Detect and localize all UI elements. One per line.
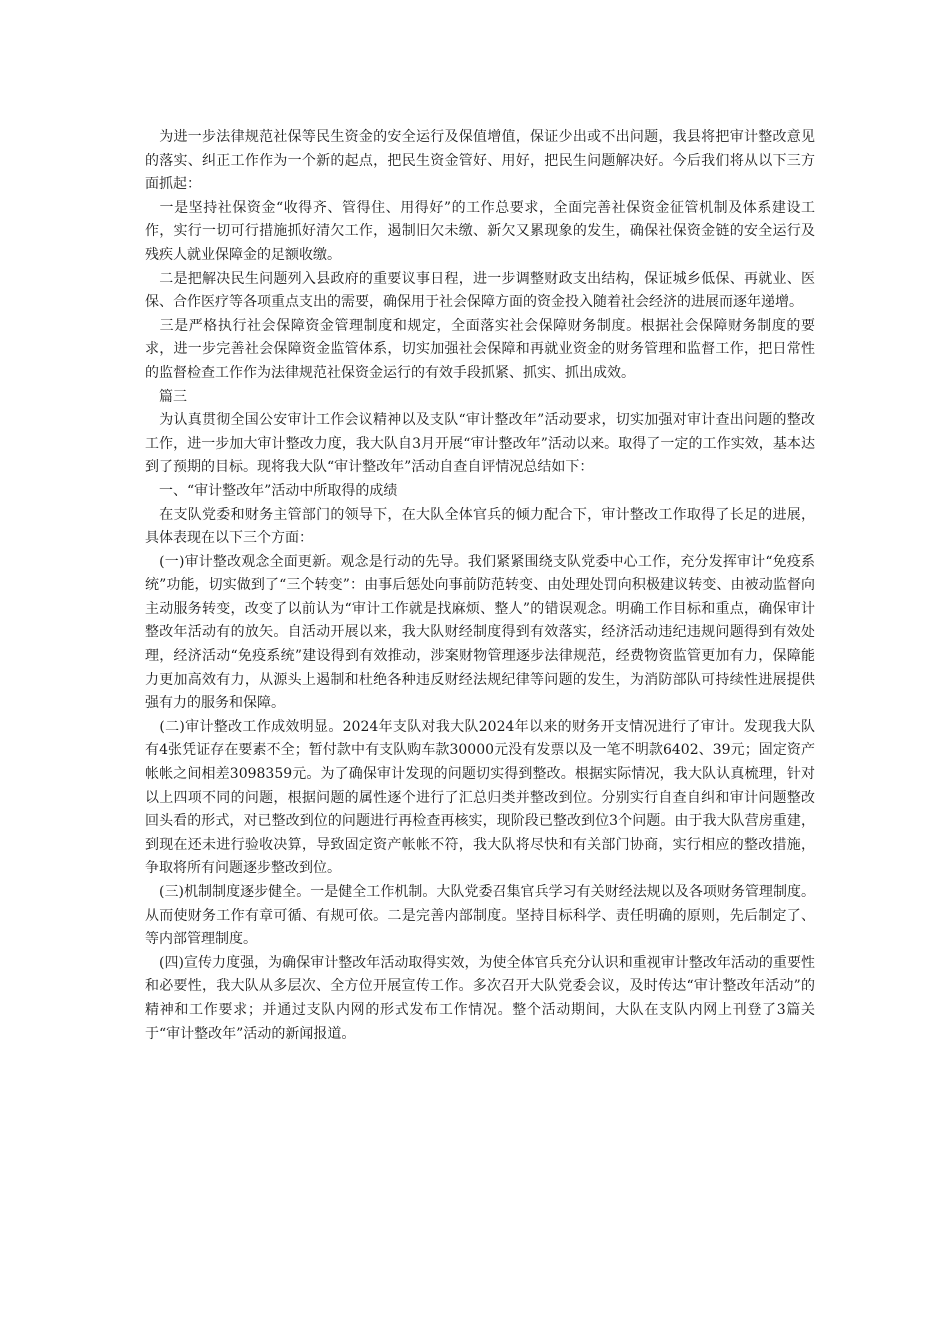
- paragraph-item-four: (四)宣传力度强，为确保审计整改年活动取得实效，为使全体官兵充分认识和重视审计整改年活动的重要性和必要性，我大队从多层次、全方位开展宣传工作。多次召开大队党委会议，及时传达“审计整改年活动”的精神和工作要求；并通过支队内网的形式发布工作情况。整个活动期间，大队在支队内网上刊登了3篇关于“审计整改年”活动的新闻报道。: [145, 954, 815, 1042]
- section-heading-part-three: 篇三: [145, 388, 187, 405]
- paragraph-item-two: (二)审计整改工作成效明显。2024年支队对我大队2024年以来的财务开支情况进行了审计。发现我大队有4张凭证存在要素不全；暂付款中有支队购车款30000元没有发票以及一笔不明款6402、39元；固定资产帐帐之间相差3098359元。为了确保审计发现的问题切实得到整改。根据实际情况，我大队认真梳理，针对以上四项不同的问题，根据问题的属性逐个进行了汇总归类并整改到位。分别实行自查自纠和审计问题整改回头看的形式，对已整改到位的问题进行再检查再核实，现阶段已整改到位3个问题。由于我大队营房重建，到现在还未进行验收决算，导致固定资产帐帐不符，我大队将尽快和有关部门协商，实行相应的整改措施，争取将所有问题逐步整改到位。: [145, 718, 815, 877]
- paragraph-item-three: (三)机制制度逐步健全。一是健全工作机制。大队党委召集官兵学习有关财经法规以及各项财务管理制度。从而使财务工作有章可循、有规可依。二是完善内部制度。坚持目标科学、责任明确的原则，先后制定了、等内部管理制度。: [145, 884, 815, 948]
- section-heading-achievements: 一、“审计整改年”活动中所取得的成绩: [145, 482, 398, 499]
- paragraph-point-one: 一是坚持社保资金“收得齐、管得住、用得好”的工作总要求，全面完善社保资金征管机制及体系建设工作，实行一切可行措施抓好清欠工作，遏制旧欠未缴、新欠又累现象的发生，确保社保资金链的安全运行及残疾人就业保障金的足额收缴。: [145, 199, 815, 263]
- paragraph-point-two: 二是把解决民生问题列入县政府的重要议事日程，进一步调整财政支出结构，保证城乡低保、再就业、医保、合作医疗等各项重点支出的需要，确保用于社会保障方面的资金投入随着社会经济的进展而逐年递增。: [145, 270, 815, 311]
- paragraph-summary-intro: 为认真贯彻全国公安审计工作会议精神以及支队“审计整改年”活动要求，切实加强对审计查出问题的整改工作，进一步加大审计整改力度，我大队自3月开展“审计整改年”活动以来。取得了一定的工作实效，基本达到了预期的目标。现将我大队“审计整改年”活动自查自评情况总结如下：: [145, 412, 815, 476]
- paragraph-point-three: 三是严格执行社会保障资金管理制度和规定，全面落实社会保障财务制度。根据社会保障财务制度的要求，进一步完善社会保障资金监管体系，切实加强社会保障和再就业资金的财务管理和监督工作，把日常性的监督检查工作作为法律规范社保资金运行的有效手段抓紧、抓实、抓出成效。: [145, 317, 815, 381]
- paragraph-item-one: (一)审计整改观念全面更新。观念是行动的先导。我们紧紧围绕支队党委中心工作，充分发挥审计“免疫系统”功能，切实做到了“三个转变”：由事后惩处向事前防范转变、由处理处罚向积极建议转变、由被动监督向主动服务转变，改变了以前认为“审计工作就是找麻烦、整人”的错误观念。明确工作目标和重点，确保审计整改年活动有的放矢。自活动开展以来，我大队财经制度得到有效落实，经济活动违纪违规问题得到有效处理，经济活动“免疫系统”建设得到有效推动，涉案财物管理逐步法律规范，经费物资监管更加有力，保障能力更加高效有力，从源头上遏制和杜绝各种违反财经法规纪律等问题的发生，为消防部队可持续性进展提供强有力的服务和保障。: [145, 553, 815, 712]
- paragraph-achievements-intro: 在支队党委和财务主管部门的领导下，在大队全体官兵的倾力配合下，审计整改工作取得了长足的进展，具体表现在以下三个方面：: [145, 506, 815, 547]
- paragraph-intro: 为进一步法律规范社保等民生资金的安全运行及保值增值，保证少出或不出问题，我县将把审计整改意见的落实、纠正工作作为一个新的起点，把民生资金管好、用好，把民生问题解决好。今后我们将从以下三方面抓起：: [145, 129, 815, 193]
- document-body: [145, 126, 815, 1046]
